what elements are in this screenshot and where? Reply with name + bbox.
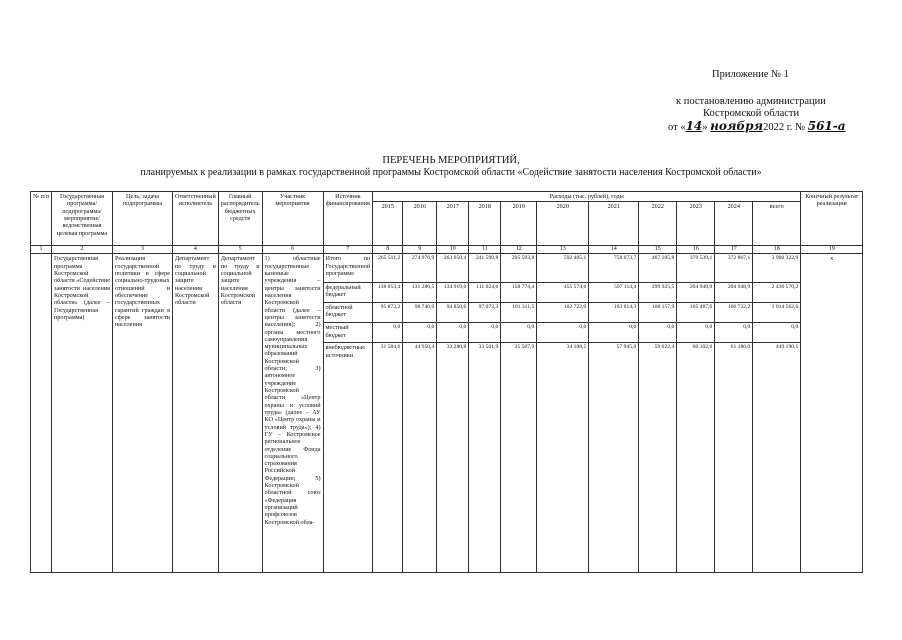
col-number: 15 <box>639 246 677 254</box>
value-cell: 61 186,0 <box>715 343 753 573</box>
value-cell: 111 024,6 <box>469 282 501 302</box>
date-prefix: от « <box>668 122 686 133</box>
col-manager-header: Главный распорядитель бюджетных средств <box>218 192 262 246</box>
document-subtitle: планируемых к реализации в рамках государственной программы Костромской области «Содействие занятости населения Костромской области» <box>140 167 762 178</box>
col-number: 8 <box>373 246 403 254</box>
value-cell: 103 614,3 <box>589 303 639 323</box>
value-cell: 455 574,6 <box>537 282 589 302</box>
year-header: 2019 <box>501 202 537 246</box>
col-number: 13 <box>537 246 589 254</box>
col-number: 6 <box>262 246 323 254</box>
value-cell: 44 950,4 <box>403 343 437 573</box>
value-cell: 592 405,1 <box>537 254 589 283</box>
value-cell: 106 732,2 <box>715 303 753 323</box>
total-cell: 449 190,1 <box>753 343 801 573</box>
year-header: 2020 <box>537 202 589 246</box>
value-cell: 204 948,9 <box>715 282 753 302</box>
value-cell: 98 740,0 <box>403 303 437 323</box>
value-cell: 0,0 <box>639 323 677 343</box>
total-cell: 1 014 562,6 <box>753 303 801 323</box>
value-cell: 108 157,9 <box>639 303 677 323</box>
table-row <box>31 254 863 283</box>
value-cell: 138 053,4 <box>373 282 403 302</box>
total-cell: 2 436 570,2 <box>753 282 801 302</box>
value-cell: 0,0 <box>373 323 403 343</box>
col-goal-header: Цель, задача подпрограммы <box>113 192 173 246</box>
value-cell: 97 073,3 <box>469 303 501 323</box>
year-header: 2022 <box>639 202 677 246</box>
col-number: 16 <box>677 246 715 254</box>
manager-cell: Департамент по труду и социальной защите населения Костромской области <box>218 254 262 573</box>
total-cell: 3 900 322,9 <box>753 254 801 283</box>
value-cell: 274 976,9 <box>403 254 437 283</box>
resolution-label: к постановлению администрации <box>676 96 826 107</box>
col-source-header: Источник финансирования <box>323 192 373 246</box>
region-label: Костромской области <box>703 108 800 119</box>
date-month-handwritten: ноября <box>710 119 764 133</box>
col-number: 12 <box>501 246 537 254</box>
value-cell: 370 539,1 <box>677 254 715 283</box>
funding-source-cell: федеральный бюджет <box>323 282 373 302</box>
col-number: 7 <box>323 246 373 254</box>
resolution-date <box>668 119 846 133</box>
value-cell: 241 599,8 <box>469 254 501 283</box>
value-cell: 34 108,5 <box>537 343 589 573</box>
responsible-cell: Департамент по труду и социальной защите населения Костромской области <box>173 254 219 573</box>
col-number: 2 <box>52 246 113 254</box>
measures-table <box>30 191 863 573</box>
col-result-header: Конечный результат реализации <box>801 192 863 246</box>
value-cell: 0,0 <box>715 323 753 343</box>
value-cell: 101 311,5 <box>501 303 537 323</box>
col-number: 14 <box>589 246 639 254</box>
year-header: 2023 <box>677 202 715 246</box>
col-expenses-header: Расходы (тыс. рублей), годы <box>373 192 801 202</box>
date-mid: » <box>702 122 708 133</box>
col-number: 3 <box>113 246 173 254</box>
value-cell: 102 722,0 <box>537 303 589 323</box>
col-responsible-header: Ответственный исполнитель <box>173 192 219 246</box>
col-number: 11 <box>469 246 501 254</box>
date-day-handwritten: 14 <box>685 119 703 133</box>
value-cell: 95 873,2 <box>373 303 403 323</box>
value-cell: 134 919,0 <box>437 282 469 302</box>
col-participant-header: Участник мероприятия <box>262 192 323 246</box>
value-cell: 295 593,8 <box>501 254 537 283</box>
value-cell: 35 507,9 <box>501 343 537 573</box>
value-cell: 94 850,6 <box>437 303 469 323</box>
value-cell: 0,0 <box>537 323 589 343</box>
year-header: 2015 <box>373 202 403 246</box>
value-cell: 158 774,4 <box>501 282 537 302</box>
col-number: 18 <box>753 246 801 254</box>
value-cell: 299 925,5 <box>639 282 677 302</box>
value-cell: 265 511,2 <box>373 254 403 283</box>
col-number: 17 <box>715 246 753 254</box>
value-cell: 0,0 <box>677 323 715 343</box>
funding-source-cell: внебюджетные источники <box>323 343 373 573</box>
value-cell: 758 673,7 <box>589 254 639 283</box>
value-cell: 0,0 <box>437 323 469 343</box>
date-year: 2022 г. № <box>763 122 806 133</box>
resolution-number-handwritten: 561-а <box>807 119 846 133</box>
col-num-header: № п/п <box>31 192 52 246</box>
participant-cell: 1) областные государственные казенные учреждения – центры занятости населения Костромской области (далее – центры занятости населения); 2) органы местного самоуправления муниципальных образований Костромской области; 3) автономное учреждение Костромской области «Центр охраны и условий труда» (далее – АУ КО «Центр охраны и условий труда»); 4) ГУ – Костромское региональное отделение Фонда социального страхования Российской Федерации; 5) Костромской областной союз «Федерация организаций профсоюзов Костромской обла- <box>262 254 323 573</box>
document-title: ПЕРЕЧЕНЬ МЕРОПРИЯТИЙ, <box>382 155 520 166</box>
appendix-label: Приложение № 1 <box>712 69 789 80</box>
value-cell: 131 286,5 <box>403 282 437 302</box>
value-cell: 204 948,9 <box>677 282 715 302</box>
col-number: 19 <box>801 246 863 254</box>
value-cell: 0,0 <box>589 323 639 343</box>
value-cell: 372 867,1 <box>715 254 753 283</box>
value-cell: 0,0 <box>501 323 537 343</box>
total-header: всего <box>753 202 801 246</box>
header-row-1 <box>31 192 863 202</box>
value-cell: 263 050,4 <box>437 254 469 283</box>
value-cell: 57 945,0 <box>589 343 639 573</box>
year-header: 2016 <box>403 202 437 246</box>
col-program-header: Государственная программа/ подпрограмма/ мероприятие/ ведомственная целевая программа <box>52 192 113 246</box>
col-number: 4 <box>173 246 219 254</box>
year-header: 2021 <box>589 202 639 246</box>
program-cell: Государственная программа Костромской области «Содействие занятости населения Костромской области» (далее – Государственная программа) <box>52 254 113 573</box>
funding-source-cell: местный бюджет <box>323 323 373 343</box>
value-cell: 0,0 <box>403 323 437 343</box>
result-cell: х <box>801 254 863 573</box>
goal-cell: Реализация государственной политики в сфере социально-трудовых отношений и обеспечение государственных гарантий граждан в сфере занятости населения <box>113 254 173 573</box>
col-number: 5 <box>218 246 262 254</box>
col-number: 9 <box>403 246 437 254</box>
year-header: 2017 <box>437 202 469 246</box>
funding-source-cell: Итого по Государственной программе <box>323 254 373 283</box>
value-cell: 597 114,4 <box>589 282 639 302</box>
funding-source-cell: областной бюджет <box>323 303 373 323</box>
value-cell: 33 501,9 <box>469 343 501 573</box>
value-cell: 105 487,6 <box>677 303 715 323</box>
value-cell: 60 102,6 <box>677 343 715 573</box>
value-cell: 33 280,8 <box>437 343 469 573</box>
total-cell: 0,0 <box>753 323 801 343</box>
year-header: 2024 <box>715 202 753 246</box>
col-number: 10 <box>437 246 469 254</box>
year-header: 2018 <box>469 202 501 246</box>
value-cell: 467 105,8 <box>639 254 677 283</box>
value-cell: 0,0 <box>469 323 501 343</box>
value-cell: 31 584,6 <box>373 343 403 573</box>
column-numbers-row <box>31 246 863 254</box>
row-num-cell <box>31 254 52 573</box>
col-number: 1 <box>31 246 52 254</box>
value-cell: 59 022,4 <box>639 343 677 573</box>
